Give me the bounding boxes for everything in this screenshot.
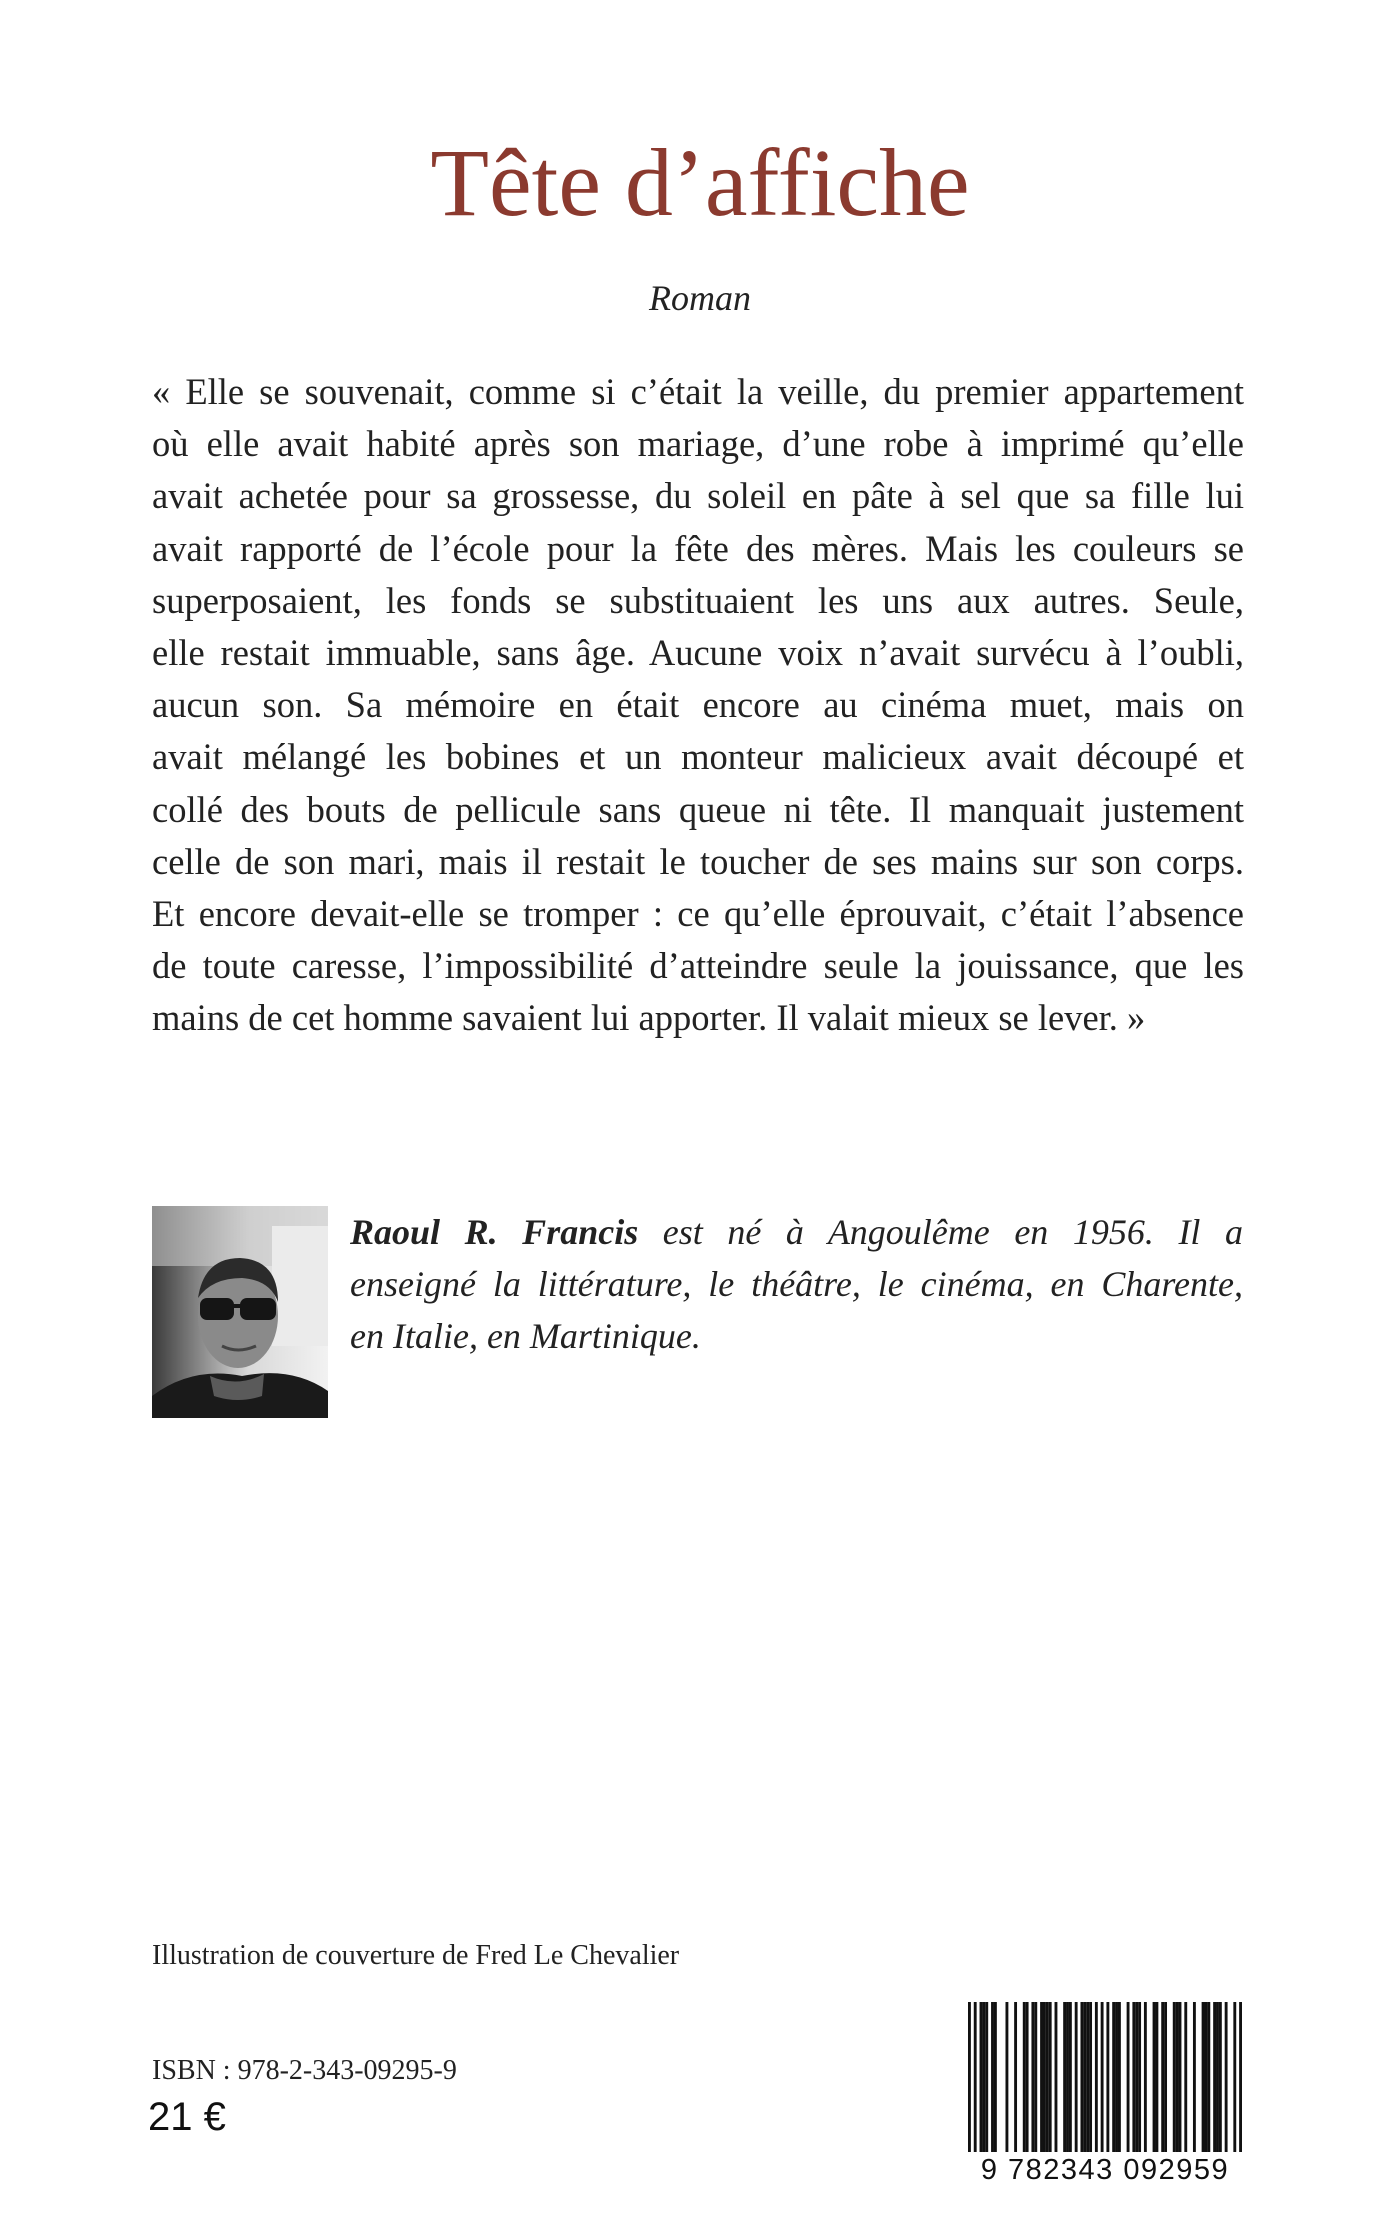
blurb-line: avait rapporté de l’école pour la fête des mères. Mais les couleurs se	[152, 527, 1244, 569]
barcode-bar	[1089, 2002, 1092, 2162]
barcode-bar	[1164, 2002, 1167, 2162]
barcode-bar	[1023, 2002, 1026, 2162]
barcode-bar	[1155, 2002, 1158, 2162]
illustration-credit: Illustration de couverture de Fred Le Chevalier	[152, 1940, 680, 1971]
barcode-bar	[1034, 2002, 1037, 2162]
barcode-bar	[1043, 2002, 1046, 2162]
barcode-bar	[1173, 2002, 1176, 2162]
author-portrait-icon	[152, 1206, 328, 1418]
barcode-bar	[1213, 2002, 1216, 2162]
barcode-bar	[1083, 2002, 1086, 2162]
blurb-line: « Elle se souvenait, comme si c’était la veille, du premier appartement	[152, 371, 1244, 412]
barcode-bar	[1086, 2002, 1089, 2162]
barcode-bar	[1207, 2002, 1210, 2162]
barcode-bar	[1135, 2002, 1138, 2162]
barcode-bar	[1040, 2002, 1043, 2162]
bio-text: est né à Angoulême en 1956. Il a	[662, 1212, 1244, 1252]
barcode-bar	[1101, 2002, 1104, 2162]
barcode-bar	[991, 2002, 994, 2162]
barcode-bar	[1202, 2002, 1205, 2162]
blurb-line: où elle avait habité après son mariage, d’une robe à imprimé qu’elle	[152, 423, 1244, 465]
isbn: ISBN : 978-2-343-09295-9	[152, 2055, 457, 2086]
barcode-bar	[1225, 2002, 1228, 2162]
barcode-bar	[985, 2002, 988, 2162]
barcode-bar	[1080, 2002, 1083, 2162]
barcode-bar	[974, 2002, 977, 2162]
blurb-line: celle de son mari, mais il restait le toucher de ses mains sur son corps.	[152, 840, 1244, 882]
barcode-digits: 9 782343 092959	[968, 2152, 1242, 2188]
barcode-bar	[1106, 2002, 1109, 2162]
barcode-bar	[1063, 2002, 1066, 2162]
barcode-bar	[980, 2002, 983, 2162]
barcode-bar	[1132, 2002, 1135, 2162]
barcode-bar	[1176, 2002, 1179, 2162]
barcode-bar	[1026, 2002, 1029, 2162]
barcode-bar	[1239, 2002, 1242, 2162]
author-bio	[350, 1206, 1243, 1362]
barcode-bar	[968, 2002, 971, 2162]
author-name: Raoul R. Francis	[350, 1212, 639, 1252]
blurb-line: aucun son. Sa mémoire en était encore au cinéma muet, mais on	[152, 684, 1244, 726]
barcode-bar	[1055, 2002, 1058, 2162]
barcode-bar	[1205, 2002, 1208, 2162]
bio-line: en Italie, en Martinique.	[350, 1316, 701, 1356]
author-photo	[152, 1206, 328, 1418]
barcode-bar	[1153, 2002, 1156, 2162]
barcode-bar	[1066, 2002, 1069, 2162]
barcode-bar	[1184, 2002, 1187, 2162]
barcode-bar	[1014, 2002, 1017, 2162]
barcode-bar	[1005, 2002, 1008, 2162]
blurb-line: collé des bouts de pellicule sans queue ni tête. Il manquait justement	[152, 788, 1244, 830]
barcode-bar	[1049, 2002, 1052, 2162]
barcode-bar	[1161, 2002, 1164, 2162]
barcode-bar	[1118, 2002, 1121, 2162]
bio-line	[350, 1206, 1243, 1258]
barcode-bar	[994, 2002, 997, 2162]
barcode-bar	[1115, 2002, 1118, 2162]
price: 21 €	[148, 2095, 226, 2139]
barcode-bar	[1112, 2002, 1115, 2162]
blurb-line: Et encore devait-elle se tromper : ce qu’elle éprouvait, c’était l’absence	[152, 892, 1244, 934]
barcode-bar	[1193, 2002, 1196, 2162]
barcode-bar	[1216, 2002, 1219, 2162]
barcode-bar	[1031, 2002, 1034, 2162]
barcode-bar	[1219, 2002, 1222, 2162]
barcode-bar	[1233, 2002, 1236, 2162]
blurb-line: avait achetée pour sa grossesse, du soleil en pâte à sel que sa fille lui	[152, 475, 1244, 517]
barcode-bar	[1179, 2002, 1182, 2162]
barcode-bar	[1046, 2002, 1049, 2162]
barcode-bar	[982, 2002, 985, 2162]
blurb-line: avait mélangé les bobines et un monteur malicieux avait découpé et	[152, 736, 1244, 778]
barcode-bar	[1095, 2002, 1098, 2162]
book-genre: Roman	[649, 278, 751, 318]
blurb-excerpt	[152, 366, 1244, 1044]
bio-line: enseigné la littérature, le théâtre, le cinéma, en Charente,	[350, 1264, 1243, 1304]
blurb-line: superposaient, les fonds se substituaient les uns aux autres. Seule,	[152, 579, 1244, 621]
blurb-line: de toute caresse, l’impossibilité d’atteindre seule la jouissance, que les	[152, 945, 1244, 987]
blurb-line: mains de cet homme savaient lui apporter. Il valait mieux se lever. »	[152, 997, 1146, 1039]
book-title: Tête d’affiche	[430, 129, 970, 236]
barcode-bar	[1069, 2002, 1072, 2162]
blurb-line: elle restait immuable, sans âge. Aucune voix n’avait survécu à l’oubli,	[152, 631, 1244, 673]
barcode-bar	[1138, 2002, 1141, 2162]
barcode-bar	[1127, 2002, 1130, 2162]
barcode-bar	[1144, 2002, 1147, 2162]
barcode-bar	[1075, 2002, 1078, 2162]
